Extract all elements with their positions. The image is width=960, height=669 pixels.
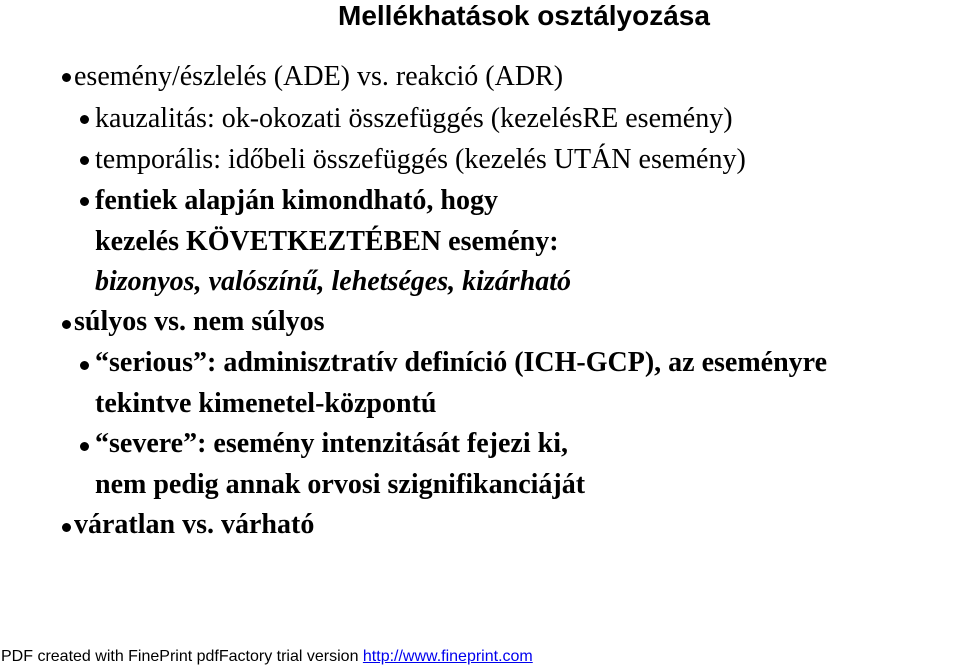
list-item-kauzalitas: kauzalitás: ok-okozati összefüggés (kezelésRE esemény): [95, 103, 733, 134]
footer-text: PDF created with FinePrint pdfFactory trial version: [1, 648, 363, 665]
list-item-kimenetel: tekintve kimenetel-központú: [95, 388, 437, 419]
list-item-fentiek: fentiek alapján kimondható, hogy: [95, 185, 498, 216]
slide-title: Mellékhatások osztályozása: [338, 0, 710, 31]
list-item-serious: “serious”: adminisztratív definíció (ICH-GCP), az eseményre: [95, 347, 828, 378]
list-item-kategoriak: bizonyos, valószínű, lehetséges, kizárható: [95, 266, 572, 297]
list-item-temporalis: temporális: időbeli összefüggés (kezelés UTÁN esemény): [95, 144, 746, 175]
bullet-icon: [62, 73, 71, 82]
bullet-icon: [62, 523, 71, 532]
pdf-footer: [1, 647, 533, 667]
list-item-varatlan: váratlan vs. várható: [74, 509, 315, 540]
list-item-ade-adr: esemény/észlelés (ADE) vs. reakció (ADR): [74, 61, 564, 92]
bullet-icon: [80, 115, 89, 124]
bullet-icon: [80, 361, 89, 370]
list-item-kovetkezteben: kezelés KÖVETKEZTÉBEN esemény:: [95, 226, 559, 257]
list-item-sulyos: súlyos vs. nem súlyos: [74, 306, 325, 337]
bullet-icon: [80, 156, 89, 165]
bullet-icon: [80, 197, 89, 206]
list-item-szignifikancia: nem pedig annak orvosi szignifikanciáját: [95, 469, 586, 500]
list-item-severe: “severe”: esemény intenzitását fejezi ki,: [95, 428, 568, 459]
bullet-icon: [80, 442, 89, 451]
fineprint-link[interactable]: http://www.fineprint.com: [362, 648, 533, 665]
bullet-icon: [62, 320, 71, 329]
